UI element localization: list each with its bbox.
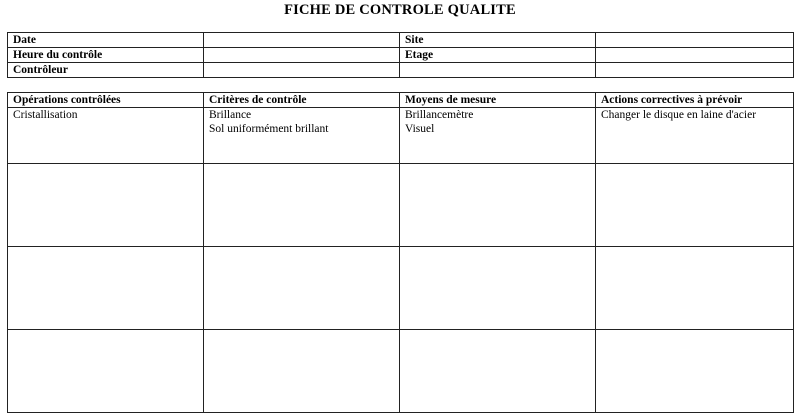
critere-text: Sol uniformément brillant <box>209 123 329 135</box>
criteres-cell[interactable] <box>204 164 400 247</box>
actions-cell[interactable] <box>596 164 794 247</box>
actions-cell[interactable] <box>596 247 794 330</box>
criteres-cell[interactable] <box>204 330 400 413</box>
moyen-text: Visuel <box>405 123 435 135</box>
date-value-field[interactable] <box>204 33 400 48</box>
header-row-heure <box>8 48 794 63</box>
column-header-criteres: Critères de contrôle <box>204 93 400 108</box>
site-value-field[interactable] <box>596 33 794 48</box>
moyens-cell[interactable] <box>400 247 596 330</box>
etage-label: Etage <box>400 48 596 63</box>
operation-cell[interactable] <box>8 330 204 413</box>
moyens-cell[interactable] <box>400 108 596 164</box>
actions-cell[interactable] <box>596 108 794 164</box>
operation-cell[interactable] <box>8 108 204 164</box>
operation-cell[interactable] <box>8 247 204 330</box>
operations-header-row <box>8 93 794 108</box>
action-text: Changer le disque en laine d'acier <box>601 109 757 121</box>
site-label: Site <box>400 33 596 48</box>
empty-label-cell <box>400 63 596 78</box>
operation-cell[interactable] <box>8 164 204 247</box>
moyens-cell[interactable] <box>400 330 596 413</box>
moyens-cell[interactable] <box>400 164 596 247</box>
heure-value-field[interactable] <box>204 48 400 63</box>
table-row <box>8 108 794 164</box>
header-row-controleur <box>8 63 794 78</box>
etage-value-field[interactable] <box>596 48 794 63</box>
empty-value-field[interactable] <box>596 63 794 78</box>
moyen-text: Brillancemètre <box>405 109 474 121</box>
column-header-actions: Actions correctives à prévoir <box>596 93 794 108</box>
controleur-label: Contrôleur <box>8 63 204 78</box>
criteres-cell[interactable] <box>204 108 400 164</box>
controleur-value-field[interactable] <box>204 63 400 78</box>
header-fields-table <box>7 32 794 78</box>
form-title: FICHE DE CONTROLE QUALITE <box>284 2 516 18</box>
critere-text: Brillance <box>209 109 252 121</box>
criteres-cell[interactable] <box>204 247 400 330</box>
column-header-operations: Opérations contrôlées <box>8 93 204 108</box>
operations-table <box>7 92 794 413</box>
table-row <box>8 247 794 330</box>
actions-cell[interactable] <box>596 330 794 413</box>
date-label: Date <box>8 33 204 48</box>
column-header-moyens: Moyens de mesure <box>400 93 596 108</box>
heure-label: Heure du contrôle <box>8 48 204 63</box>
table-row <box>8 164 794 247</box>
table-row <box>8 330 794 413</box>
header-row-date <box>8 33 794 48</box>
operation-text: Cristallisation <box>13 109 78 121</box>
